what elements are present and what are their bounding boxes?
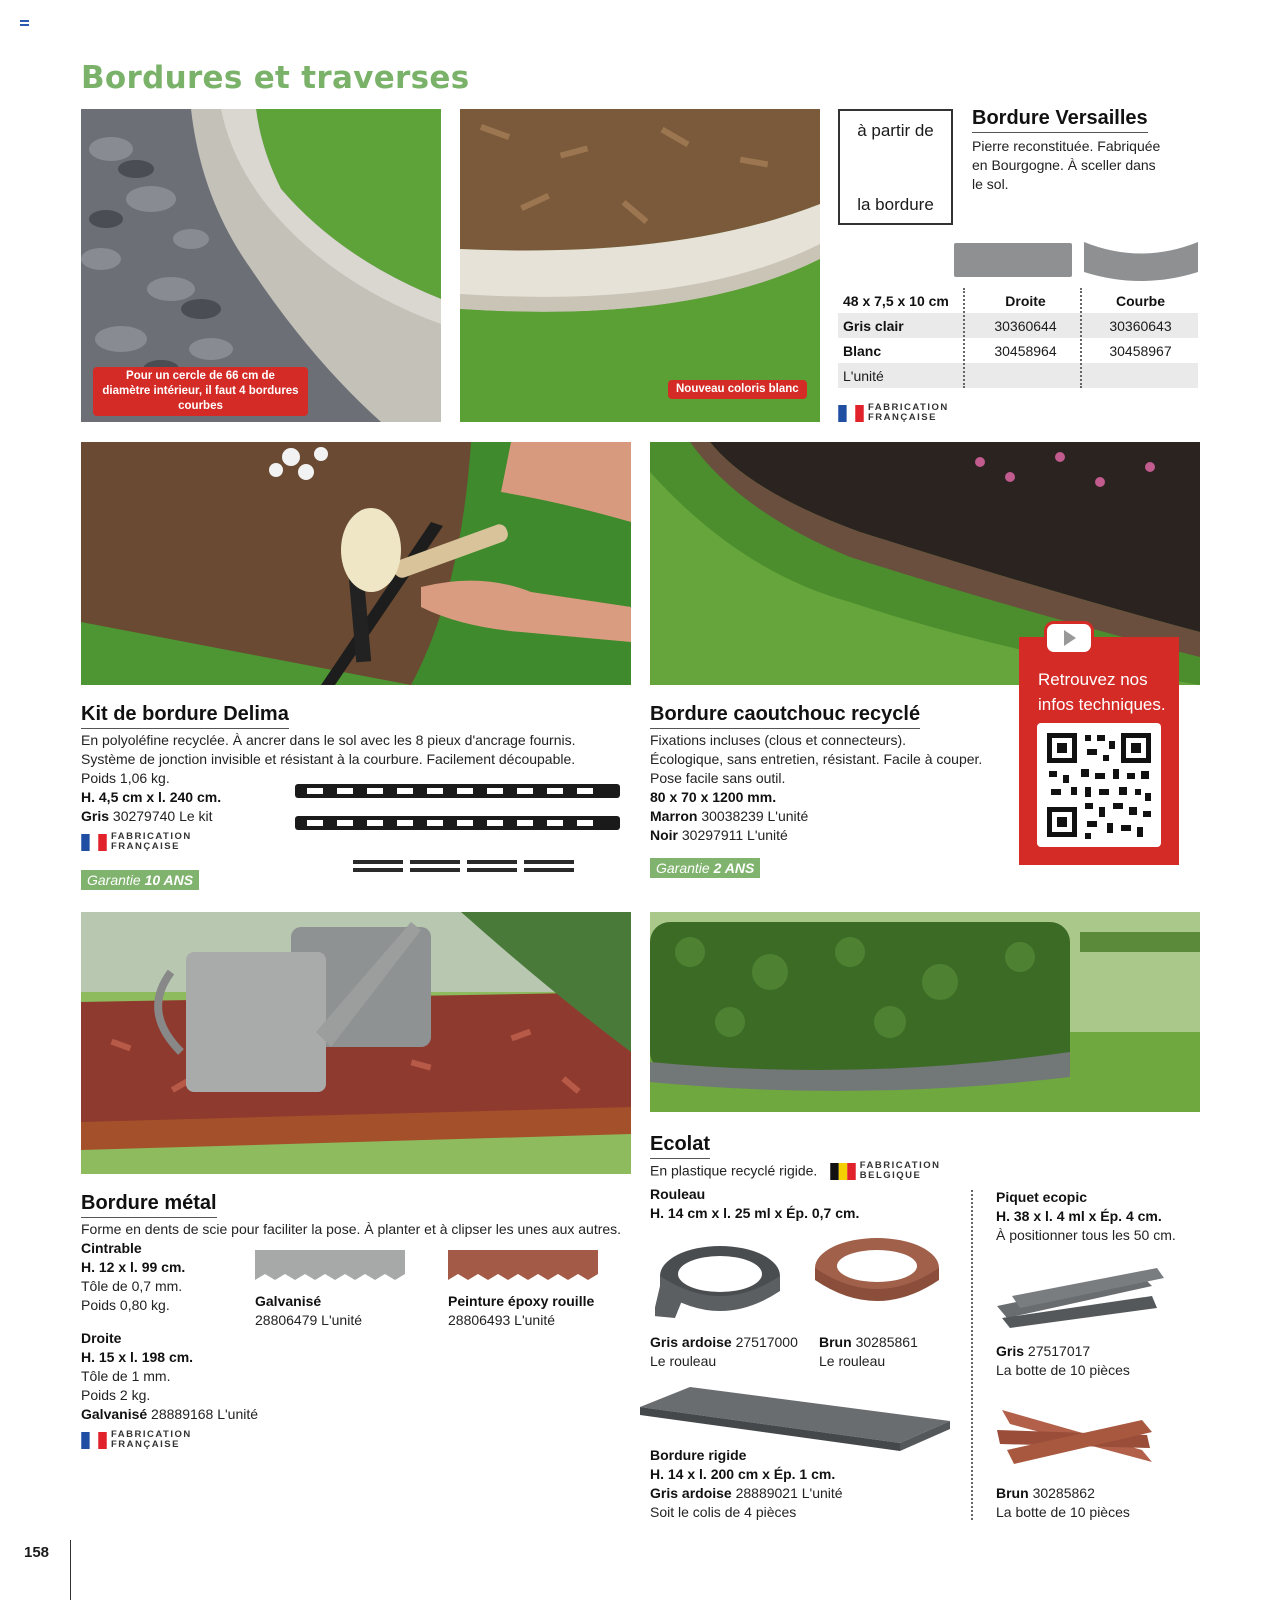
- piquet-gris-label: Gris: [996, 1343, 1025, 1359]
- ecolat-rigide-ref: 28889021 L'unité: [735, 1485, 843, 1501]
- qr-panel: [1019, 637, 1179, 865]
- caoutchouc-desc-1: Fixations incluses (clous et connecteurs).: [650, 732, 906, 748]
- metal-droite-tole: Tôle de 1 mm.: [81, 1368, 171, 1384]
- piquet-brun-label: Brun: [996, 1485, 1029, 1501]
- ecolat-gris-unit: Le rouleau: [650, 1353, 717, 1369]
- metal-cintrable: Cintrable: [81, 1240, 142, 1256]
- versailles-price-box: [838, 109, 953, 225]
- caoutchouc-info: [650, 703, 1020, 845]
- metal-galva-image: [255, 1250, 407, 1282]
- photo-gravel-border: [81, 109, 441, 422]
- metal-droite-dims: H. 15 x l. 198 cm.: [81, 1349, 194, 1365]
- piquet-dims: H. 38 x l. 4 ml x Ép. 4 cm.: [996, 1208, 1162, 1224]
- france-flag-icon: [838, 405, 864, 422]
- ecolat-rigide-colis: Soit le colis de 4 pièces: [650, 1504, 797, 1520]
- price-suffix: la bordure: [857, 195, 934, 214]
- qr-code-icon: [1037, 723, 1161, 847]
- photo-delima-install: [81, 442, 631, 685]
- caoutchouc-color-1: Marron: [650, 808, 698, 824]
- guarantee-prefix: Garantie: [87, 872, 141, 888]
- spec-row-label: Blanc: [843, 342, 882, 359]
- ecolat-gris-ref: 27517000: [735, 1334, 798, 1350]
- caoutchouc-desc-3: Pose facile sans outil.: [650, 770, 786, 786]
- page-number: 158: [24, 1544, 50, 1561]
- caoutchouc-guarantee-badge: [650, 858, 760, 878]
- ecolat-rigide-dims: H. 14 x l. 200 cm x Ép. 1 cm.: [650, 1466, 836, 1482]
- piquet-pos: À positionner tous les 50 cm.: [996, 1227, 1176, 1243]
- delima-title: Kit de bordure Delima: [81, 703, 289, 729]
- spec-row-courbe: 30458967: [1109, 342, 1172, 359]
- ecolat-rigide-title: Bordure rigide: [650, 1447, 747, 1463]
- metal-cintrable-poids: Poids 0,80 kg.: [81, 1297, 170, 1313]
- photo-metal-border: [81, 912, 631, 1174]
- delima-ref: 30279740 Le kit: [112, 808, 213, 824]
- photo-metal-illustration: [81, 912, 631, 1174]
- spec-row-courbe: [1083, 363, 1198, 388]
- price-prefix: à partir de: [857, 121, 934, 140]
- metal-cintrable-tole: Tôle de 0,7 mm.: [81, 1278, 183, 1294]
- tag-cercle-66cm: Pour un cercle de 66 cm de diamètre intérieur, il faut 4 bordures courbes: [93, 367, 308, 416]
- guarantee-prefix: Garantie: [656, 860, 710, 876]
- qr-code[interactable]: [1037, 723, 1161, 847]
- spec-row-droite: 30458964: [994, 342, 1057, 359]
- versailles-title: Bordure Versailles: [972, 107, 1148, 133]
- spec-row-droite: 30360644: [994, 317, 1057, 334]
- photo-ecolat-hedge: [650, 912, 1200, 1112]
- ecolat-roll-brun-image: [810, 1232, 945, 1312]
- ecolat-brun-label: Brun: [819, 1334, 852, 1350]
- delima-color: Gris: [81, 808, 110, 824]
- metal-droite-color: Galvanisé: [81, 1406, 148, 1422]
- guarantee-value: 10 ANS: [144, 872, 194, 888]
- metal-droite-poids: Poids 2 kg.: [81, 1387, 151, 1403]
- play-icon: [1047, 624, 1091, 652]
- photo-bark-border: [460, 109, 820, 422]
- versailles-droite-image: [954, 243, 1072, 277]
- delima-desc-2: Système de jonction invisible et résistant à la courbure. Facilement découpable.: [81, 751, 576, 767]
- france-flag-icon: [81, 1432, 107, 1449]
- fab-label: FABRICATION FRANÇAISE: [868, 402, 949, 423]
- qr-text: Retrouvez nos infos techniques.: [1038, 670, 1166, 714]
- column-divider: [971, 1190, 973, 1520]
- spec-row-droite: [968, 363, 1083, 388]
- ecolat-rigide-info: [650, 1446, 970, 1522]
- piquet-brun-image: [992, 1400, 1167, 1472]
- ecolat-title: Ecolat: [650, 1133, 710, 1159]
- metal-peinture-ref: 28806493 L'unité: [448, 1312, 555, 1328]
- spec-dims: 48 x 7,5 x 10 cm: [843, 292, 949, 309]
- metal-galva-label: Galvanisé: [255, 1293, 322, 1309]
- caoutchouc-dims: 80 x 70 x 1200 mm.: [650, 789, 777, 805]
- delima-product-image: [295, 780, 625, 880]
- metal-galva-info: [255, 1292, 362, 1330]
- metal-peinture-image: [448, 1250, 600, 1282]
- metal-peinture-label: Peinture époxy rouille: [448, 1293, 595, 1309]
- piquet-gris-ref: 27517017: [1027, 1343, 1091, 1359]
- ecolat-brun-unit: Le rouleau: [819, 1353, 886, 1369]
- ecolat-info: [650, 1133, 980, 1223]
- caoutchouc-ref-2: 30297911 L'unité: [681, 827, 788, 843]
- versailles-desc: Pierre reconstituée. Fabriquée en Bourgogne. À sceller dans le sol.: [972, 138, 1161, 192]
- caoutchouc-title: Bordure caoutchouc recyclé: [650, 703, 920, 729]
- metal-fab-badge: [81, 1430, 641, 1450]
- ecolat-rigide-image: [640, 1385, 952, 1455]
- ecolat-rouleau-dims: H. 14 cm x l. 25 ml x Ép. 0,7 cm.: [650, 1205, 860, 1221]
- piquet-gris-info: [996, 1342, 1130, 1380]
- page-number-rule: [70, 1540, 71, 1600]
- spec-row-courbe: 30360643: [1109, 317, 1172, 334]
- fab-label: FABRICATION BELGIQUE: [859, 1160, 941, 1181]
- piquet-brun-info: [996, 1484, 1130, 1522]
- fab-label: FABRICATION FRANÇAISE: [111, 831, 192, 852]
- versailles-spec-table: [838, 288, 1198, 388]
- delima-dims: H. 4,5 cm x l. 240 cm.: [81, 789, 222, 805]
- top-logo: [20, 20, 29, 26]
- caoutchouc-color-2: Noir: [650, 827, 678, 843]
- ecolat-gris-label: Gris ardoise: [650, 1334, 732, 1350]
- spec-row-label: Gris clair: [843, 317, 904, 334]
- piquet-title: Piquet ecopic: [996, 1189, 1088, 1205]
- spec-col-courbe: Courbe: [1116, 292, 1165, 309]
- delima-desc-1: En polyoléfine recyclée. À ancrer dans le sol avec les 8 pieux d'ancrage fournis.: [81, 732, 576, 748]
- delima-guarantee-badge: [81, 870, 199, 890]
- ecolat-gris-info: [650, 1333, 798, 1371]
- delima-poids: Poids 1,06 kg.: [81, 770, 170, 786]
- caoutchouc-ref-1: 30038239 L'unité: [701, 808, 809, 824]
- piquet-info: [996, 1188, 1196, 1245]
- ecolat-desc: En plastique recyclé rigide.: [650, 1162, 818, 1179]
- ecolat-rouleau: Rouleau: [650, 1186, 706, 1202]
- fab-label: FABRICATION FRANÇAISE: [111, 1429, 192, 1450]
- caoutchouc-desc-2: Écologique, sans entretien, résistant. Facile à couper.: [650, 751, 983, 767]
- photo-ecolat-illustration: [650, 912, 1200, 1112]
- guarantee-value: 2 ANS: [713, 860, 755, 876]
- photo-bark-illustration: [460, 109, 820, 422]
- belgium-flag-icon: [830, 1163, 856, 1180]
- metal-title: Bordure métal: [81, 1192, 217, 1218]
- spec-row-label: L'unité: [843, 367, 884, 384]
- metal-galva-ref: 28806479 L'unité: [255, 1312, 362, 1328]
- page-title: Bordures et traverses: [81, 60, 470, 96]
- versailles-info: [972, 107, 1172, 194]
- piquet-brun-unit: La botte de 10 pièces: [996, 1504, 1130, 1520]
- piquet-brun-ref: 30285862: [1032, 1485, 1095, 1501]
- metal-cintrable-dims: H. 12 x l. 99 cm.: [81, 1259, 186, 1275]
- versailles-courbe-image: [1082, 240, 1200, 285]
- piquet-gris-image: [992, 1256, 1167, 1328]
- versailles-fab-badge: [838, 403, 953, 423]
- video-play-button[interactable]: [1044, 621, 1094, 655]
- metal-droite-ref: 28889168 L'unité: [151, 1406, 259, 1422]
- france-flag-icon: [81, 834, 107, 851]
- photo-delima-illustration: [81, 442, 631, 685]
- ecolat-brun-info: [819, 1333, 918, 1371]
- metal-desc: Forme en dents de scie pour faciliter la pose. À planter et à clipser les unes aux autres.: [81, 1221, 622, 1237]
- metal-peinture-info: [448, 1292, 594, 1330]
- ecolat-brun-ref: 30285861: [855, 1334, 918, 1350]
- ecolat-rigide-color: Gris ardoise: [650, 1485, 732, 1501]
- tag-nouveau-blanc: Nouveau coloris blanc: [668, 380, 807, 399]
- metal-droite: Droite: [81, 1330, 122, 1346]
- piquet-gris-unit: La botte de 10 pièces: [996, 1362, 1130, 1378]
- ecolat-roll-gris-image: [655, 1236, 785, 1326]
- spec-col-droite: Droite: [1005, 292, 1046, 309]
